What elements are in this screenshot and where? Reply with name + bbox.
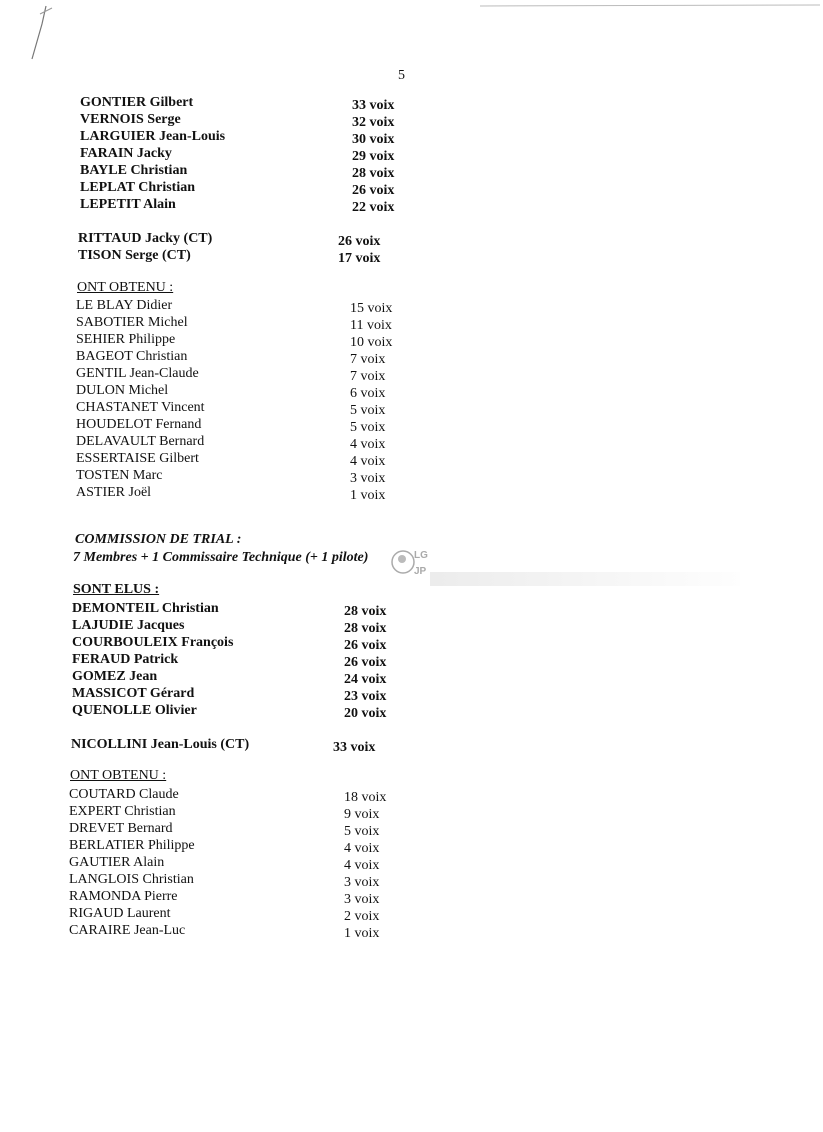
- candidate-name: DEMONTEIL Christian: [72, 601, 219, 616]
- trial-ct-list: [71, 736, 401, 753]
- vote-count: 33 voix: [333, 740, 376, 755]
- candidate-name: QUENOLLE Olivier: [72, 703, 197, 718]
- candidate-name: DELAVAULT Bernard: [76, 434, 205, 449]
- page-number: 5: [398, 68, 405, 83]
- candidate-name: LARGUIER Jean-Louis: [80, 129, 226, 144]
- vote-count: 28 voix: [344, 604, 387, 619]
- vote-row: [72, 685, 402, 702]
- candidate-name: LANGLOIS Christian: [69, 872, 194, 887]
- candidate-name: COUTARD Claude: [69, 787, 179, 802]
- candidate-name: BAYLE Christian: [80, 163, 188, 178]
- candidate-name: HOUDELOT Fernand: [76, 417, 202, 432]
- vote-count: 3 voix: [344, 892, 380, 907]
- vote-count: 2 voix: [344, 909, 380, 924]
- vote-row: [76, 399, 406, 416]
- candidate-name: CHASTANET Vincent: [76, 400, 205, 415]
- vote-count: 29 voix: [352, 149, 395, 164]
- vote-row: [76, 433, 406, 450]
- vote-row: [76, 467, 406, 484]
- candidate-name: GONTIER Gilbert: [80, 95, 194, 110]
- vote-row: [71, 736, 401, 753]
- vote-count: 4 voix: [350, 437, 386, 452]
- vote-row: [69, 820, 399, 837]
- vote-row: [72, 617, 402, 634]
- vote-row: [76, 314, 406, 331]
- vote-count: 11 voix: [350, 318, 392, 333]
- candidate-name: LAJUDIE Jacques: [72, 618, 185, 633]
- candidate-name: RAMONDA Pierre: [69, 889, 178, 904]
- vote-count: 18 voix: [344, 790, 387, 805]
- vote-row: [72, 702, 402, 719]
- vote-row: [69, 922, 399, 939]
- vote-count: 26 voix: [344, 638, 387, 653]
- candidate-name: LE BLAY Didier: [76, 298, 173, 313]
- trial-obtained-heading: ONT OBTENU :: [70, 768, 167, 783]
- candidate-name: RIGAUD Laurent: [69, 906, 171, 921]
- candidate-name: VERNOIS Serge: [80, 112, 181, 127]
- candidate-name: FARAIN Jacky: [80, 146, 172, 161]
- vote-count: 9 voix: [344, 807, 380, 822]
- vote-row: [80, 179, 410, 196]
- candidate-name: MASSICOT Gérard: [72, 686, 195, 701]
- vote-row: [80, 94, 410, 111]
- candidate-name: EXPERT Christian: [69, 804, 176, 819]
- vote-row: [69, 871, 399, 888]
- vote-count: 10 voix: [350, 335, 393, 350]
- vote-row: [78, 230, 408, 247]
- candidate-name: SEHIER Philippe: [76, 332, 176, 347]
- candidate-name: GENTIL Jean-Claude: [76, 366, 199, 381]
- vote-count: 26 voix: [344, 655, 387, 670]
- vote-count: 4 voix: [350, 454, 386, 469]
- candidate-name: DREVET Bernard: [69, 821, 173, 836]
- vote-row: [76, 348, 406, 365]
- vote-row: [76, 382, 406, 399]
- vote-count: 7 voix: [350, 369, 386, 384]
- elected-heading: SONT ELUS :: [73, 582, 160, 597]
- vote-count: 5 voix: [350, 420, 386, 435]
- candidate-name: COURBOULEIX François: [72, 635, 234, 650]
- candidate-name: LEPLAT Christian: [80, 180, 196, 195]
- vote-row: [78, 247, 408, 264]
- vote-row: [80, 162, 410, 179]
- vote-count: 5 voix: [350, 403, 386, 418]
- vote-count: 28 voix: [352, 166, 395, 181]
- vote-count: 1 voix: [344, 926, 380, 941]
- vote-count: 4 voix: [344, 858, 380, 873]
- candidate-name: TOSTEN Marc: [76, 468, 163, 483]
- vote-count: 22 voix: [352, 200, 395, 215]
- vote-row: [80, 196, 410, 213]
- ct-list: [78, 230, 408, 264]
- vote-row: [76, 365, 406, 382]
- vote-row: [69, 905, 399, 922]
- vote-count: 1 voix: [350, 488, 386, 503]
- vote-count: 23 voix: [344, 689, 387, 704]
- svg-text:JP: JP: [414, 566, 427, 577]
- vote-row: [76, 416, 406, 433]
- vote-count: 3 voix: [344, 875, 380, 890]
- vote-count: 26 voix: [352, 183, 395, 198]
- vote-row: [72, 600, 402, 617]
- candidate-name: NICOLLINI Jean-Louis (CT): [71, 737, 250, 752]
- candidate-name: SABOTIER Michel: [76, 315, 188, 330]
- vote-count: 5 voix: [344, 824, 380, 839]
- vote-row: [69, 786, 399, 803]
- vote-count: 6 voix: [350, 386, 386, 401]
- vote-count: 17 voix: [338, 251, 381, 266]
- candidate-name: FERAUD Patrick: [72, 652, 179, 667]
- vote-row: [69, 854, 399, 871]
- candidate-name: LEPETIT Alain: [80, 197, 176, 212]
- vote-row: [69, 888, 399, 905]
- trial-elected-list: [72, 600, 402, 719]
- vote-row: [72, 634, 402, 651]
- scan-artifact-line: [480, 2, 820, 10]
- candidate-name: TISON Serge (CT): [78, 248, 191, 263]
- candidate-name: GOMEZ Jean: [72, 669, 158, 684]
- vote-row: [69, 837, 399, 854]
- obtained-list: [76, 297, 406, 501]
- candidate-name: CARAIRE Jean-Luc: [69, 923, 186, 938]
- vote-row: [80, 111, 410, 128]
- vote-count: 24 voix: [344, 672, 387, 687]
- candidate-name: BAGEOT Christian: [76, 349, 188, 364]
- vote-row: [76, 297, 406, 314]
- candidate-name: GAUTIER Alain: [69, 855, 165, 870]
- vote-count: 32 voix: [352, 115, 395, 130]
- commission-title: COMMISSION DE TRIAL :: [75, 532, 242, 547]
- vote-count: 26 voix: [338, 234, 381, 249]
- vote-count: 3 voix: [350, 471, 386, 486]
- candidate-name: BERLATIER Philippe: [69, 838, 195, 853]
- vote-row: [76, 331, 406, 348]
- vote-row: [80, 128, 410, 145]
- vote-row: [72, 668, 402, 685]
- commission-subtitle: 7 Membres + 1 Commissaire Technique (+ 1 pilote): [73, 550, 369, 565]
- vote-count: 7 voix: [350, 352, 386, 367]
- vote-count: 33 voix: [352, 98, 395, 113]
- vote-count: 15 voix: [350, 301, 393, 316]
- vote-count: 30 voix: [352, 132, 395, 147]
- vote-row: [80, 145, 410, 162]
- vote-count: 4 voix: [344, 841, 380, 856]
- scan-artifact-mark: [24, 4, 54, 64]
- vote-count: 28 voix: [344, 621, 387, 636]
- svg-text:LG: LG: [414, 550, 428, 561]
- vote-row: [76, 484, 406, 501]
- trial-obtained-list: [69, 786, 399, 939]
- candidate-name: RITTAUD Jacky (CT): [78, 231, 213, 246]
- candidate-name: ESSERTAISE Gilbert: [76, 451, 199, 466]
- elected-list: [80, 94, 410, 213]
- vote-count: 20 voix: [344, 706, 387, 721]
- vote-row: [72, 651, 402, 668]
- vote-row: [69, 803, 399, 820]
- candidate-name: DULON Michel: [76, 383, 169, 398]
- vote-row: [76, 450, 406, 467]
- obtained-heading: ONT OBTENU :: [77, 280, 174, 295]
- scan-artifact-smudge: [430, 572, 740, 586]
- candidate-name: ASTIER Joël: [76, 485, 152, 500]
